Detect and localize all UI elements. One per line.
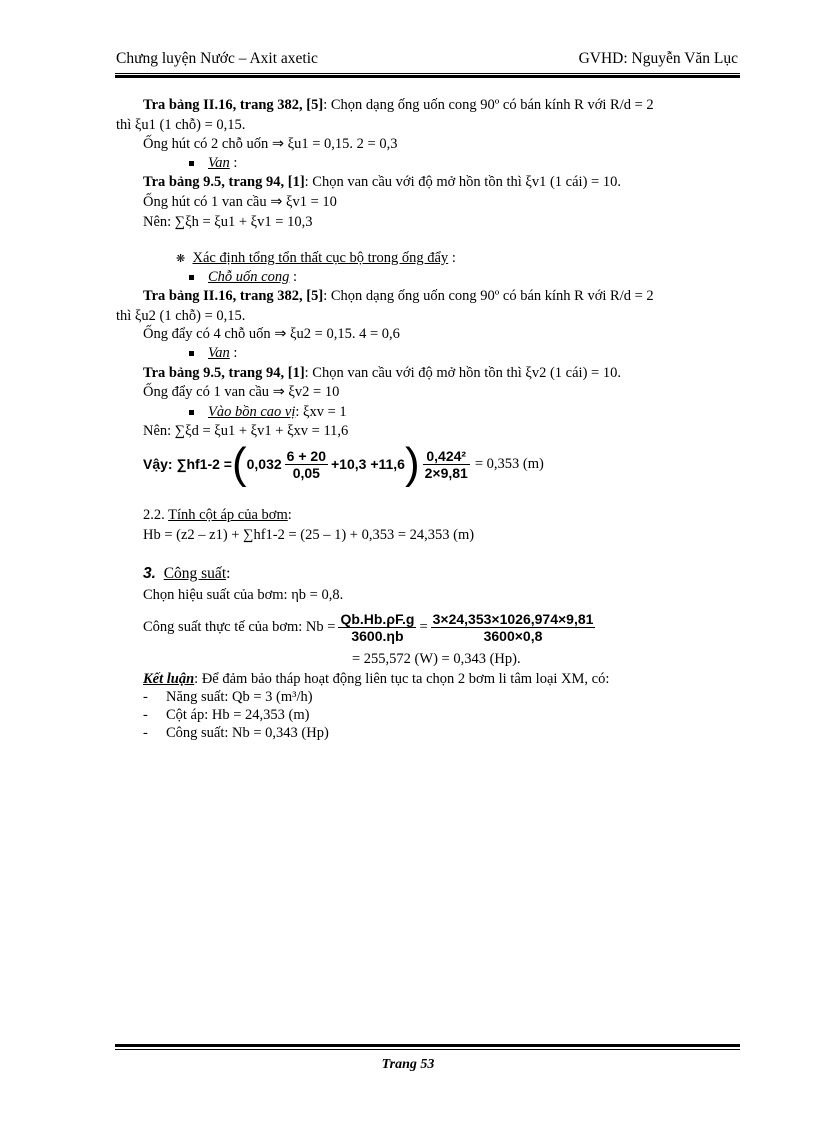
suction-line-2: thì ξu1 (1 chỗ) = 0,15. <box>116 117 246 133</box>
discharge-line-2: thì ξu2 (1 chỗ) = 0,15. <box>116 308 246 324</box>
section-3-heading: 3. Công suất: <box>143 565 231 582</box>
footer-rule-thick <box>115 1044 740 1047</box>
conclusion-item: - Công suất: Nb = 0,343 (Hp) <box>143 725 329 741</box>
reference-bold: Tra bảng II.16, trang 382, [5] <box>143 97 324 113</box>
suction-line-7: Nên: ∑ξh = ξu1 + ξv1 = 10,3 <box>143 214 313 230</box>
header-rule-thick <box>115 75 740 78</box>
discharge-bend-item: Chỗ uốn cong : <box>189 269 297 286</box>
discharge-line-3: Ống đẩy có 4 chỗ uốn ⇒ ξu2 = 0,15. 4 = 0,6 <box>143 326 400 342</box>
total-loss-formula: Vậy: ∑hf1-2 = ( 0,032 $\frac{6 + 20}{0,05}$ +10,3 +11,6 ) $\frac{\text{0,424²}}{2\times 9,81}$ = 0,353 (m) <box>143 439 544 488</box>
bullet-icon <box>189 275 194 280</box>
header-left: Chưng luyện Nước – Axit axetic <box>116 50 318 67</box>
left-paren: ( <box>231 439 247 488</box>
conclusion-item: - Năng suất: Qb = 3 (m³/h) <box>143 689 313 705</box>
suction-line-1: Tra bảng II.16, trang 382, [5]: Chọn dạng ống uốn cong 90º có bán kính R với R/d = 2 <box>143 97 654 113</box>
bullet-icon <box>189 161 194 166</box>
power-formula: Công suất thực tế của bơm: Nb = $\frac{Qb.Hb.\rho F.g}{3600.\eta b}$ = $\frac{3\times 24,353\times 1026,974\times 9,81}{3600\times 0,8}$ <box>143 610 594 644</box>
power-result: = 255,572 (W) = 0,343 (Hp). <box>352 651 521 667</box>
suction-line-3: Ống hút có 2 chỗ uốn ⇒ ξu1 = 0,15. 2 = 0,3 <box>143 136 398 152</box>
suction-line-6: Ống hút có 1 van cầu ⇒ ξv1 = 10 <box>143 194 337 210</box>
footer-rule-thin <box>115 1049 740 1050</box>
bullet-icon <box>189 351 194 356</box>
conclusion-line: Kết luận: Để đảm bảo tháp hoạt động liên tục ta chọn 2 bơm li tâm loại XM, có: <box>143 671 610 687</box>
fraction-1: $\frac{6 + 20}{0,05}$ <box>286 447 326 481</box>
discharge-line-6: Ống đẩy có 1 van cầu ⇒ ξv2 = 10 <box>143 384 340 400</box>
section-2-2-heading: 2.2. Tính cột áp của bơm: <box>143 507 292 523</box>
power-fraction-1: $\frac{Qb.Hb.\rho F.g}{3600.\eta b}$ <box>340 610 415 644</box>
suction-van-item: Van : <box>189 155 237 172</box>
discharge-heading: ❋ Xác định tổng tổn thất cục bộ trong ống đẩy : <box>176 250 456 266</box>
discharge-line-5: Tra bảng 9.5, trang 94, [1]: Chọn van cầu với độ mở hồn tồn thì ξv2 (1 cái) = 10. <box>143 365 621 381</box>
header-rule-thin <box>115 73 740 74</box>
right-paren: ) <box>404 439 420 488</box>
flower-bullet-icon: ❋ <box>176 253 186 265</box>
power-fraction-2: $\frac{3\times 24,353\times 1026,974\times 9,81}{3600\times 0,8}$ <box>432 610 594 644</box>
pump-head-formula: Hb = (z2 – z1) + ∑hf1-2 = (25 – 1) + 0,353 = 24,353 (m) <box>143 527 475 543</box>
bullet-icon <box>189 410 194 415</box>
discharge-line-8: Nên: ∑ξd = ξu1 + ξv1 + ξxv = 11,6 <box>143 423 349 439</box>
page-number: Trang 53 <box>381 1057 435 1072</box>
discharge-van-item: Van : <box>189 345 237 362</box>
discharge-line-1: Tra bảng II.16, trang 382, [5]: Chọn dạng ống uốn cong 90º có bán kính R với R/d = 2 <box>143 288 654 304</box>
suction-line-5: Tra bảng 9.5, trang 94, [1]: Chọn van cầu với độ mở hồn tồn thì ξv1 (1 cái) = 10. <box>143 174 621 190</box>
header-right: GVHD: Nguyễn Văn Lục <box>578 50 738 67</box>
fraction-2: $\frac{\text{0,424²}}{2\times 9,81}$ <box>424 447 468 481</box>
efficiency-line: Chọn hiệu suất của bơm: ηb = 0,8. <box>143 587 344 603</box>
conclusion-item: - Cột áp: Hb = 24,353 (m) <box>143 707 310 723</box>
discharge-tank-item: Vào bồn cao vị: ξxv = 1 <box>189 404 347 421</box>
